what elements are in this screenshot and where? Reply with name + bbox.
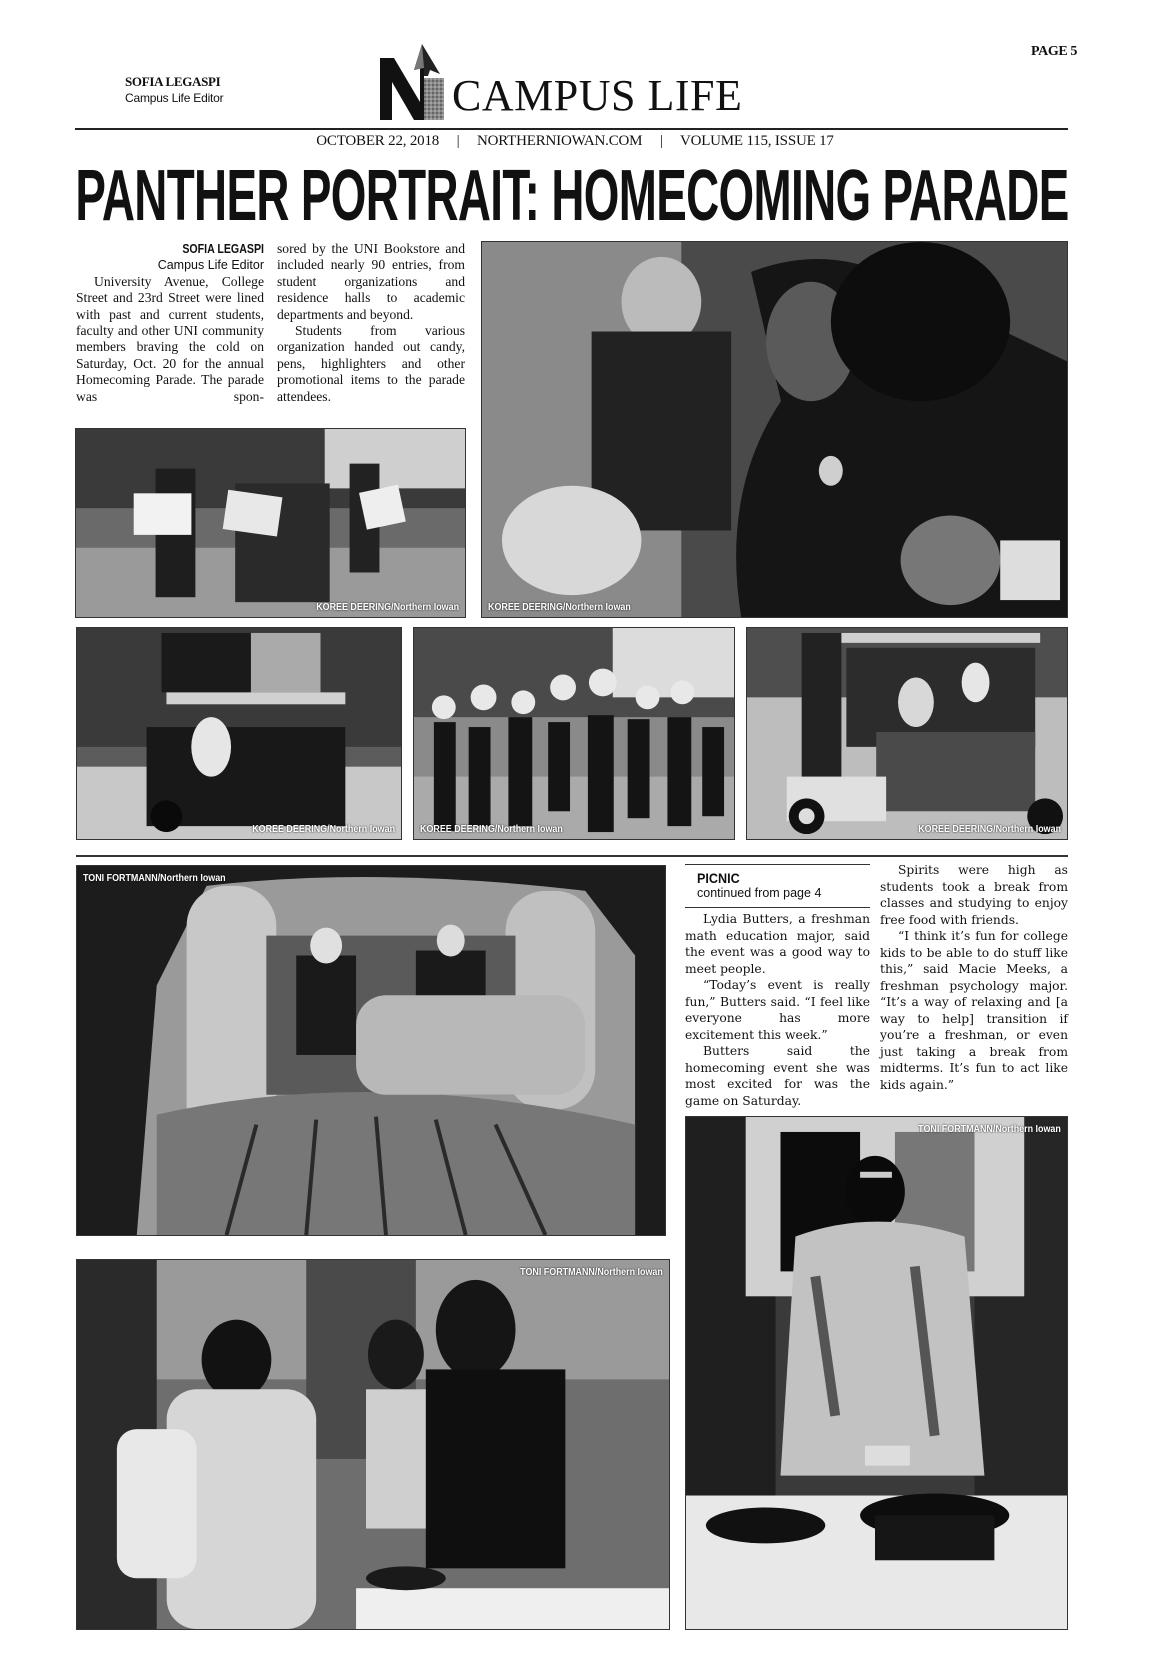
photo-parade-signs <box>75 428 466 618</box>
picnic-column-1 <box>685 911 870 1109</box>
photo-credit: KOREE DEERING/Northern Iowan <box>316 601 459 613</box>
jump-header <box>685 864 870 908</box>
photo-grill-cook <box>685 1116 1068 1630</box>
headline-container <box>75 160 1068 232</box>
story-byline-role: Campus Life Editor <box>157 258 264 273</box>
section-divider <box>76 855 1068 857</box>
continued-from-line[interactable]: continued from page 4 <box>697 886 822 900</box>
editor-role: Campus Life Editor <box>125 91 224 105</box>
picnic-paragraph: Spirits were high as students took a break from classes and studying to enjoy free food with friends. <box>880 863 1068 927</box>
story-paragraph: Students from various organization handed out candy, pens, highlighters and other promotional items to the parade attendees. <box>277 323 465 404</box>
photo-golf-cart <box>76 627 402 840</box>
editor-byline <box>125 74 223 105</box>
website-link[interactable]: NORTHERNIOWAN.COM <box>477 133 643 149</box>
dateline <box>0 133 1150 150</box>
masthead-rule <box>75 128 1068 130</box>
picnic-paragraph: Butters said the homecoming event she was most excited for was the game on Saturday. <box>685 1044 870 1108</box>
picnic-column-2 <box>880 862 1068 1093</box>
northern-iowan-logo-icon <box>380 44 446 120</box>
story-paragraph: University Avenue, College Street and 23rd Street were lined with past and current students, faculty and other UNI community members braving the cold on Saturday, Oct. 20 for the annual Homecoming Parade. The parade was spon- <box>76 273 264 404</box>
editor-name: SOFIA LEGASPI <box>125 74 221 89</box>
page-headline: PANTHER PORTRAIT: HOMECOMING PARADE <box>75 160 1068 232</box>
dateline-separator: | <box>659 133 663 149</box>
picnic-paragraph: Lydia Butters, a freshman math education major, said the event was a good way to meet people. <box>685 912 870 976</box>
photo-credit: TONI FORTMANN/Northern Iowan <box>520 1266 663 1278</box>
story-byline-name: SOFIA LEGASPI <box>182 242 264 256</box>
volume-issue: VOLUME 115, ISSUE 17 <box>679 133 834 149</box>
issue-date: OCTOBER 22, 2018 <box>316 133 440 149</box>
picnic-paragraph: “Today’s event is really fun,” Butters said. “I feel like everyone has more excitement this week.” <box>685 978 870 1042</box>
photo-pom-squad <box>413 627 735 840</box>
photo-food-table <box>76 1259 670 1630</box>
dateline-separator: | <box>456 133 460 149</box>
photo-credit: KOREE DEERING/Northern Iowan <box>420 823 563 835</box>
story-paragraph: sored by the UNI Bookstore and included nearly 90 entries, from student organizations and residence halls to academic departments and beyond. <box>277 241 465 322</box>
story-column-1 <box>76 241 264 405</box>
photo-candy-handout <box>481 241 1068 618</box>
jump-kicker: PICNIC <box>697 870 740 886</box>
photo-credit: KOREE DEERING/Northern Iowan <box>488 601 631 613</box>
photo-credit: TONI FORTMANN/Northern Iowan <box>83 872 226 884</box>
photo-credit: KOREE DEERING/Northern Iowan <box>918 823 1061 835</box>
story-column-2 <box>277 241 465 405</box>
page-number: PAGE 5 <box>1031 44 1077 59</box>
photo-float-cart <box>746 627 1068 840</box>
photo-bounce-house <box>76 865 666 1236</box>
photo-credit: TONI FORTMANN/Northern Iowan <box>918 1123 1061 1135</box>
picnic-paragraph: “I think it’s fun for college kids to be able to do stuff like this,” said Macie Meeks, a freshman psychology major. “It’s a way of relaxing and [a way to help] transition if you’re a freshman, or even just taking a break from midterms. It’s fun to act like kids again.” <box>880 929 1068 1092</box>
section-title: CAMPUS LIFE <box>452 71 743 120</box>
photo-credit: KOREE DEERING/Northern Iowan <box>252 823 395 835</box>
